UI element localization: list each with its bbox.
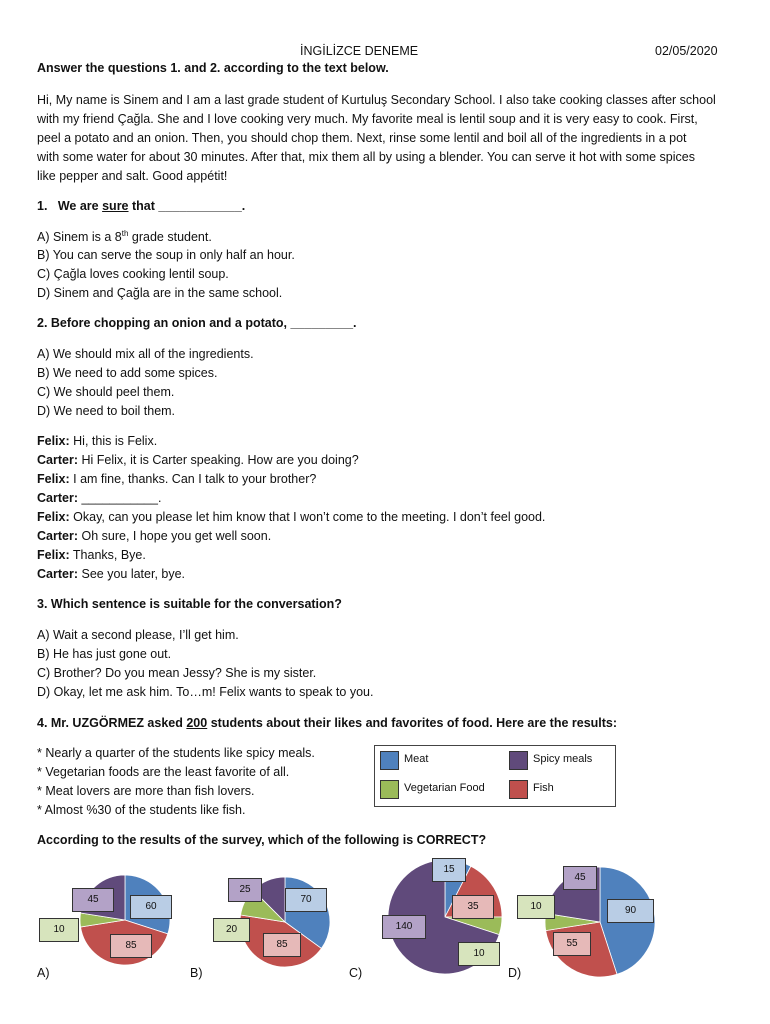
speech: Thanks, Bye. — [72, 548, 146, 562]
dialogue-line — [37, 491, 161, 505]
chart-legend — [374, 745, 616, 807]
reading-passage — [37, 91, 737, 186]
pie-d-label-spicy: 45 — [563, 866, 597, 890]
q1-option-c[interactable]: C) Çağla loves cooking lentil soup. — [37, 267, 229, 281]
question-text: 4. Mr. UZGÖRMEZ asked — [37, 716, 183, 730]
question-3: 3. Which sentence is suitable for the conversation? — [37, 597, 342, 611]
speaker: Felix: — [37, 510, 70, 524]
question-text: that ____________. — [132, 199, 246, 213]
question-text: students about their likes and favorites of food. Here are the results: — [210, 716, 618, 730]
question-number: 1. — [37, 199, 48, 213]
q1-option-b[interactable]: B) You can serve the soup in only half an hour. — [37, 248, 295, 262]
q3-option-a[interactable]: A) Wait a second please, I’ll get him. — [37, 628, 239, 642]
q1-option-a[interactable] — [37, 229, 212, 244]
chart-option-c[interactable]: C) — [349, 966, 363, 980]
pie-b-label-meat: 70 — [285, 888, 327, 912]
speaker: Carter: — [37, 567, 78, 581]
legend-swatch-spicy — [509, 751, 528, 770]
passage-line: with some water for about 30 minutes. After that, mix them all by using a blender. You can serve it hot with some spices — [37, 150, 695, 164]
q3-option-c[interactable]: C) Brother? Do you mean Jessy? She is my sister. — [37, 666, 317, 680]
survey-fact: * Meat lovers are more than fish lovers. — [37, 784, 255, 798]
pie-b-label-fish: 85 — [263, 933, 301, 957]
speaker: Carter: — [37, 453, 78, 467]
page-title: İNGİLİZCE DENEME — [300, 44, 419, 58]
passage-line: Hi, My name is Sinem and I am a last grade student of Kurtuluş Secondary School. I also take cooking classes after school — [37, 93, 716, 107]
question-4 — [37, 716, 617, 730]
survey-fact: * Almost %30 of the students like fish. — [37, 803, 246, 817]
passage-line: peel a potato and an onion. Then, you should chop them. Next, rinse some lentil and boil all of the ingredients in a pot — [37, 131, 687, 145]
pie-a-label-fish: 85 — [110, 934, 152, 958]
speaker: Carter: — [37, 491, 78, 505]
survey-fact: * Nearly a quarter of the students like spicy meals. — [37, 746, 315, 760]
question-text: We are — [57, 199, 99, 213]
superscript: th — [121, 229, 129, 238]
q2-option-c[interactable]: C) We should peel them. — [37, 385, 175, 399]
survey-fact: * Vegetarian foods are the least favorite of all. — [37, 765, 290, 779]
dialogue-line — [37, 472, 316, 486]
speaker: Felix: — [37, 472, 70, 486]
speaker: Felix: — [37, 548, 70, 562]
option-text: grade student. — [128, 230, 212, 245]
q3-option-d[interactable]: D) Okay, let me ask him. To…m! Felix wants to speak to you. — [37, 685, 374, 699]
emphasis: sure — [102, 199, 129, 213]
pie-d-label-fish: 55 — [553, 932, 591, 956]
pie-b-label-spicy: 25 — [228, 878, 262, 902]
speech: ___________. — [81, 491, 162, 505]
speech: Hi Felix, it is Carter speaking. How are you doing? — [81, 453, 359, 467]
passage-line: like pepper and salt. Good appétit! — [37, 169, 228, 183]
q2-option-a[interactable]: A) We should mix all of the ingredients. — [37, 347, 254, 361]
pie-c-label-spicy: 140 — [382, 915, 426, 939]
option-text: A) Sinem is a 8 — [37, 230, 122, 245]
speech: Oh sure, I hope you get well soon. — [81, 529, 272, 543]
chart-option-b[interactable]: B) — [190, 966, 203, 980]
q1-option-d[interactable]: D) Sinem and Çağla are in the same school. — [37, 286, 283, 300]
survey-question: According to the results of the survey, which of the following is CORRECT? — [37, 833, 487, 847]
legend-swatch-vegetarian — [380, 780, 399, 799]
pie-b-label-veg: 20 — [213, 918, 250, 942]
dialogue-line — [37, 434, 157, 448]
legend-label: Fish — [533, 782, 554, 794]
pie-a-label-meat: 60 — [130, 895, 172, 919]
chart-option-a[interactable]: A) — [37, 966, 50, 980]
dialogue-line — [37, 548, 146, 562]
pie-a-label-spicy: 45 — [72, 888, 114, 912]
speaker: Carter: — [37, 529, 78, 543]
pie-d-label-meat: 90 — [607, 899, 654, 923]
legend-label: Spicy meals — [533, 753, 593, 765]
pie-c-label-fish: 35 — [452, 895, 494, 919]
dialogue-line — [37, 453, 359, 467]
passage-line: with my friend Çağla. She and I love cooking very much. My favorite meal is lentil soup and it is very easy to cook. First, — [37, 112, 698, 126]
emphasis: 200 — [186, 716, 208, 730]
chart-option-d[interactable]: D) — [508, 966, 522, 980]
legend-label: Meat — [404, 753, 429, 765]
speech: See you later, bye. — [81, 567, 186, 581]
speaker: Felix: — [37, 434, 70, 448]
legend-swatch-meat — [380, 751, 399, 770]
q2-option-b[interactable]: B) We need to add some spices. — [37, 366, 218, 380]
instruction: Answer the questions 1. and 2. according to the text below. — [37, 61, 389, 75]
speech: Okay, can you please let him know that I won’t come to the meeting. I don’t feel good. — [73, 510, 546, 524]
q3-option-b[interactable]: B) He has just gone out. — [37, 647, 172, 661]
speech: I am fine, thanks. Can I talk to your brother? — [73, 472, 317, 486]
dialogue-line — [37, 529, 271, 543]
legend-swatch-fish — [509, 780, 528, 799]
pie-d-label-veg: 10 — [517, 895, 555, 919]
pie-c-label-meat: 15 — [432, 858, 466, 882]
pie-c-label-veg: 10 — [458, 942, 500, 966]
question-1 — [37, 199, 245, 213]
pie-a-label-veg: 10 — [39, 918, 79, 942]
page-date: 02/05/2020 — [655, 44, 718, 58]
dialogue-line — [37, 567, 185, 581]
q2-option-d[interactable]: D) We need to boil them. — [37, 404, 176, 418]
question-2: 2. Before chopping an onion and a potato, _________. — [37, 316, 357, 330]
dialogue-line — [37, 510, 545, 524]
speech: Hi, this is Felix. — [73, 434, 158, 448]
legend-label: Vegetarian Food — [404, 782, 485, 794]
